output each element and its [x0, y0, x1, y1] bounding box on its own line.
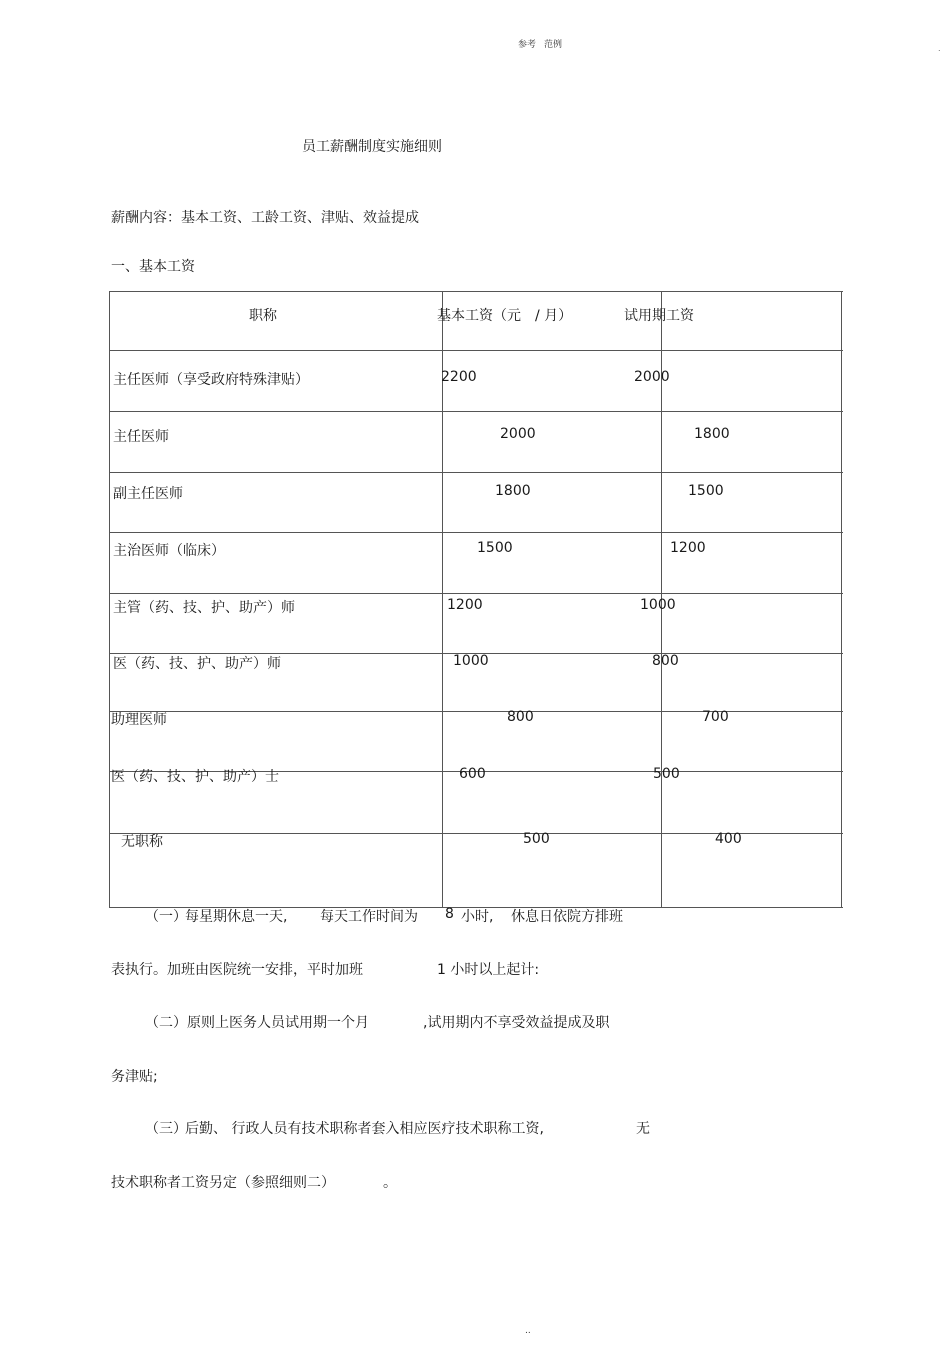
note-1-text: 小时,: [461, 909, 494, 925]
row-trial-salary: 400: [715, 831, 742, 847]
row-trial-salary: 500: [653, 766, 680, 782]
row-trial-salary: 1500: [688, 483, 724, 499]
note-1-marker: （一）: [145, 909, 187, 925]
note-3-text: 无: [636, 1121, 650, 1137]
row-title: 副主任医师: [113, 486, 183, 502]
table-rule: [109, 291, 843, 292]
row-title: 主任医师（享受政府特殊津贴）: [113, 372, 309, 388]
section-heading-basic-salary: 一、基本工资: [111, 259, 195, 275]
row-base-salary: 800: [507, 709, 534, 725]
table-rule: [841, 291, 842, 908]
table-rule: [109, 350, 843, 351]
note-3-text: 。: [383, 1175, 397, 1191]
table-rule: [109, 472, 843, 473]
table-rule: [109, 291, 110, 908]
row-trial-salary: 800: [652, 653, 679, 669]
footer-mark: ..: [525, 1326, 531, 1336]
header-label-right: 范例: [544, 40, 563, 50]
note-3-marker: （三）: [145, 1121, 187, 1137]
row-base-salary: 2200: [441, 369, 477, 385]
salary-contents-line: 薪酬内容：基本工资、工龄工资、津贴、效益提成: [111, 210, 419, 226]
row-base-salary: 1800: [495, 483, 531, 499]
row-title: 医（药、技、护、助产）师: [113, 656, 281, 672]
row-trial-salary: 1200: [670, 540, 706, 556]
row-title: 主任医师: [113, 429, 169, 445]
note-1-text: 每星期休息一天,: [185, 909, 288, 925]
column-header-trial-salary: 试用期工资: [624, 308, 694, 324]
row-title: 无职称: [121, 834, 163, 850]
note-2-text: 务津贴;: [111, 1069, 158, 1085]
edge-mark: .: [938, 44, 941, 53]
table-rule: [109, 711, 843, 712]
table-rule: [109, 593, 843, 594]
row-base-salary: 1500: [477, 540, 513, 556]
note-1-text: 休息日依院方排班: [511, 909, 623, 925]
row-title: 助理医师: [111, 712, 167, 728]
note-1-text: 表执行。加班由医院统一安排，平时加班: [111, 962, 363, 978]
column-header-title: 职称: [249, 308, 277, 324]
table-rule: [109, 532, 843, 533]
row-base-salary: 500: [523, 831, 550, 847]
note-1-text: 每天工作时间为: [320, 909, 418, 925]
table-rule: [109, 411, 843, 412]
note-2-text: （二）原则上医务人员试用期一个月: [145, 1015, 369, 1031]
note-1-text: 1 小时以上起计:: [437, 962, 540, 978]
note-3-text: 技术职称者工资另定（参照细则二）: [111, 1175, 335, 1191]
row-base-salary: 1000: [453, 653, 489, 669]
row-trial-salary: 1800: [694, 426, 730, 442]
row-base-salary: 1200: [447, 597, 483, 613]
row-base-salary: 600: [459, 766, 486, 782]
row-base-salary: 2000: [500, 426, 536, 442]
note-3-text: 后勤、 行政人员有技术职称者套入相应医疗技术职称工资,: [185, 1121, 544, 1137]
page-title: 员工薪酬制度实施细则: [302, 139, 442, 155]
note-2-text: ,试用期内不享受效益提成及职: [423, 1015, 610, 1031]
row-trial-salary: 700: [702, 709, 729, 725]
column-header-base-salary: 基本工资（元 / 月）: [437, 308, 573, 324]
row-trial-salary: 2000: [634, 369, 670, 385]
row-title: 主管（药、技、护、助产）师: [113, 600, 295, 616]
row-title: 主治医师（临床）: [113, 543, 225, 559]
note-1-text: 8: [445, 906, 454, 922]
header-label-left: 参考: [518, 40, 537, 50]
row-title: 医（药、技、护、助产）士: [111, 769, 279, 785]
row-trial-salary: 1000: [640, 597, 676, 613]
